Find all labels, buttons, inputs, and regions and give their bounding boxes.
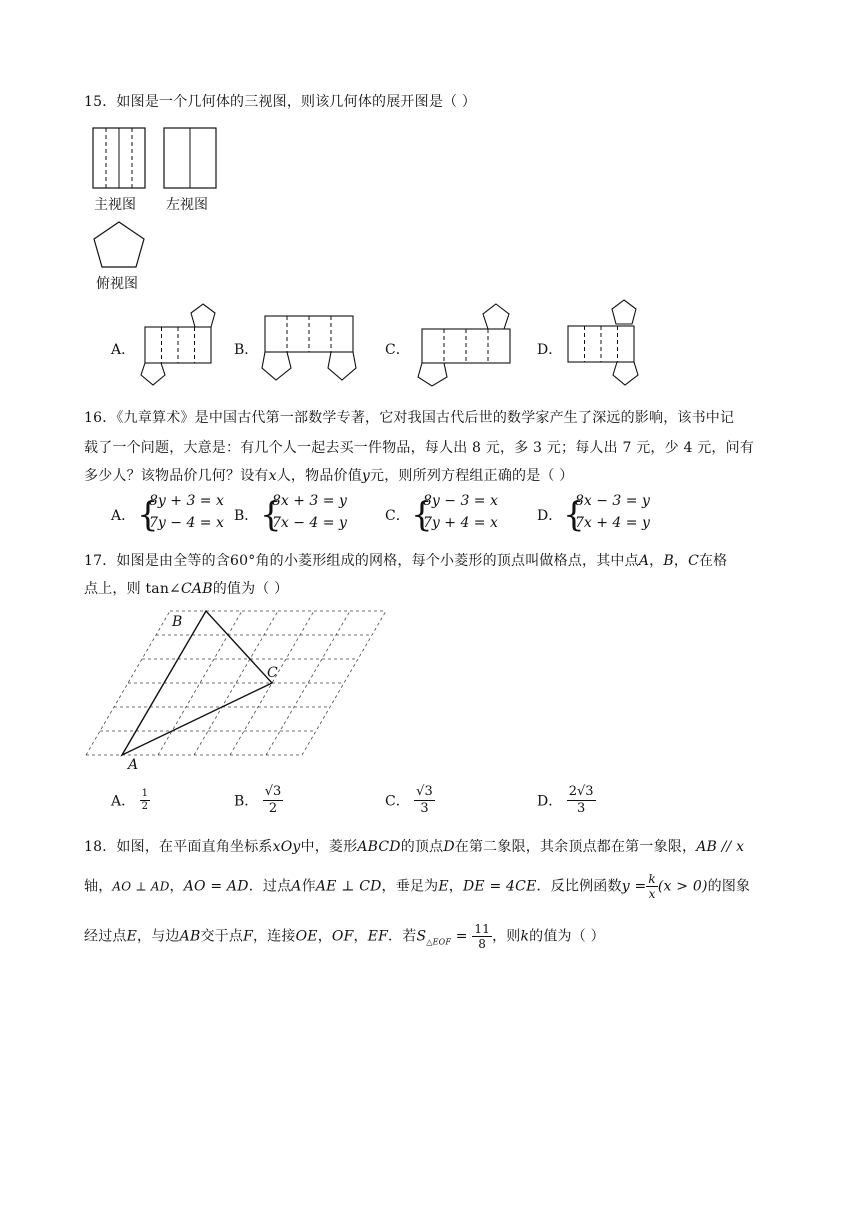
q18-sep-1: ， bbox=[169, 878, 184, 895]
q18-cond-1: AO ⊥ AD bbox=[112, 879, 170, 894]
top-view-caption: 俯视图 bbox=[96, 276, 138, 292]
q17-option-c[interactable] bbox=[385, 784, 435, 817]
q15-option-b-net[interactable] bbox=[260, 310, 360, 396]
q18-ab-parallel-x: AB // x bbox=[696, 839, 745, 855]
q16-option-c-eq2: 7y + 4 = x bbox=[423, 515, 498, 531]
q15-option-d-label: D． bbox=[537, 342, 563, 358]
left-view-caption: 左视图 bbox=[166, 197, 208, 213]
q17-option-b-den: 2 bbox=[268, 801, 278, 816]
q17-option-c-num: √3 bbox=[416, 784, 433, 799]
q17-option-c-den: 3 bbox=[420, 801, 429, 816]
q18-func-lhs: y = bbox=[621, 878, 647, 895]
q15-option-b-label: B． bbox=[234, 342, 259, 358]
q17-angle: 60° bbox=[230, 553, 256, 569]
left-view-figure bbox=[163, 127, 223, 191]
q18-line-2-d: ，垂足为 bbox=[381, 878, 439, 895]
q16-option-d-brace: { bbox=[563, 495, 585, 535]
q16-option-c-eq1: 8y − 3 = x bbox=[423, 493, 498, 509]
q18-line-3: 经过点E，与边AB交于点F，连接OE，OF，EF．若$S_{\triangle EOF}$ = $\frac{11}{8}$ ，则k的值为（ ） bbox=[84, 922, 605, 951]
q16-line-3-a: 多少人？该物品价几何？设有 bbox=[84, 468, 269, 484]
q16-line-3-b: 人，物品价值 bbox=[276, 468, 362, 484]
q18-ef: EF bbox=[367, 928, 389, 945]
q16-option-b-eq2: 7x − 4 = y bbox=[272, 515, 347, 531]
q18-cond-4: DE = 4CE bbox=[462, 878, 537, 895]
q18-line-3-g: 的值为（ ） bbox=[529, 928, 605, 945]
q16-var-y: y bbox=[361, 468, 371, 484]
q18-line-3-f: ，则 bbox=[492, 928, 521, 945]
q17-point-c: C bbox=[688, 553, 699, 569]
q16-option-a-eq2: 7y − 4 = x bbox=[149, 515, 224, 531]
q17-option-a-den: 2 bbox=[141, 801, 148, 812]
q18-line-2-a: 轴， bbox=[84, 878, 113, 895]
q18-d: D bbox=[443, 839, 455, 855]
q18-func-den: x bbox=[648, 887, 656, 901]
q17-option-d[interactable] bbox=[537, 784, 596, 817]
q16-option-d-eq2: 7x + 4 = y bbox=[575, 515, 650, 531]
q18-ab: AB bbox=[179, 928, 201, 945]
q18-line-2-c: 作 bbox=[301, 878, 316, 895]
q17-sep-1: ， bbox=[649, 553, 664, 569]
q16-line-1: 16．《九章算术》是中国古代第一部数学专著，它对我国古代后世的数学家产生了深远的影响，该书中记 bbox=[84, 410, 735, 426]
q16-option-c-label: C． bbox=[385, 508, 410, 524]
q16-option-b-eq1: 8x + 3 = y bbox=[272, 493, 347, 509]
q18-cond-3: AE ⊥ CD bbox=[315, 878, 382, 895]
rhombus-grid-figure bbox=[76, 600, 346, 780]
q17-sep-2: ， bbox=[673, 553, 689, 569]
q17-option-b[interactable] bbox=[234, 784, 283, 817]
q17-point-a: A bbox=[638, 553, 650, 569]
q16-option-b-brace: { bbox=[260, 495, 282, 535]
q18-area-den: 8 bbox=[478, 937, 487, 951]
q18-e-2: E bbox=[126, 928, 138, 945]
q15-option-c-net[interactable] bbox=[414, 302, 514, 388]
q18-cond-2: AO = AD bbox=[183, 878, 249, 895]
q16-line-3 bbox=[84, 463, 796, 489]
q16-line-3-c: 元，则所列方程组正确的是（ ） bbox=[370, 468, 574, 484]
q18-line-3-a: 经过点 bbox=[84, 928, 127, 945]
q17-option-b-label: B． bbox=[234, 793, 259, 810]
q18-line-1-b: 中，菱形 bbox=[300, 839, 358, 855]
q17-option-d-den: 3 bbox=[576, 801, 586, 816]
q17-option-a-num: 1 bbox=[141, 788, 148, 799]
q17-option-a[interactable] bbox=[111, 788, 150, 813]
q18-area-lhs: S bbox=[416, 928, 427, 945]
q16-line-2: 载了一个问题，大意是：有几个人一起去买一件物品，每人出 8 元，多 3 元；每人出 7 元，少 4 元，问有 bbox=[84, 440, 755, 456]
q15-option-d-net[interactable] bbox=[563, 298, 643, 388]
q16-var-x: x bbox=[268, 468, 277, 484]
q18-k: k bbox=[520, 928, 530, 945]
q18-line-2 bbox=[84, 872, 796, 901]
front-view-figure bbox=[92, 127, 152, 191]
grid-point-b-label: B bbox=[172, 614, 183, 630]
q18-line-3-d: ，连接 bbox=[252, 928, 296, 945]
q18-line-2-b: ．过点 bbox=[248, 878, 292, 895]
q17-line-1-c: 在格 bbox=[698, 553, 728, 569]
q18-line-2-f: 的图象 bbox=[707, 878, 751, 895]
q17-option-b-num: √3 bbox=[264, 784, 282, 799]
q17-option-d-num: 2√3 bbox=[568, 784, 594, 799]
q18-f: F bbox=[243, 928, 253, 945]
q15-option-c-label: C． bbox=[385, 342, 410, 358]
q15-text: 15．如图是一个几何体的三视图，则该几何体的展开图是（ ） bbox=[84, 94, 477, 110]
q18-sep-3: ， bbox=[317, 928, 332, 945]
grid-point-c-label: C bbox=[267, 665, 278, 681]
q18-sep-4: ， bbox=[353, 928, 368, 945]
top-view-figure bbox=[92, 220, 152, 274]
q16-option-d-label: D． bbox=[537, 508, 563, 524]
q18-of: OF bbox=[331, 928, 354, 945]
q18-oe: OE bbox=[295, 928, 318, 945]
q16-option-c-brace: { bbox=[411, 495, 433, 535]
q18-a: A bbox=[291, 878, 302, 895]
q18-line-1-a: 18．如图，在平面直角坐标系 bbox=[84, 839, 273, 855]
q17-line-2-b: 的值为（ ） bbox=[212, 581, 289, 597]
q17-option-d-label: D． bbox=[537, 793, 563, 810]
q17-line-1-a: 17．如图是由全等的含 bbox=[84, 553, 231, 569]
q17-line-2-expr: CAB bbox=[180, 581, 213, 597]
q17-option-c-label: C． bbox=[385, 793, 410, 810]
q17-line-1 bbox=[84, 548, 796, 574]
q18-line-1-d: 在第二象限，其余顶点都在第一象限， bbox=[454, 839, 697, 855]
q17-line-1-b: 角的小菱形组成的网格，每个小菱形的顶点叫做格点，其中点 bbox=[255, 553, 639, 569]
q18-abcd: ABCD bbox=[357, 839, 401, 855]
q16-option-d-eq1: 8x − 3 = y bbox=[575, 493, 650, 509]
q18-line-3-e: ．若 bbox=[388, 928, 417, 945]
q18-e: E bbox=[438, 878, 449, 895]
grid-point-a-label: A bbox=[128, 757, 139, 773]
q16-option-b-label: B． bbox=[234, 508, 259, 524]
q18-xoy: xOy bbox=[272, 839, 301, 855]
q18-line-3-b: ，与边 bbox=[137, 928, 180, 945]
q17-line-2 bbox=[84, 576, 796, 602]
q18-line-2-e: ．反比例函数 bbox=[536, 878, 622, 895]
q17-option-a-label: A． bbox=[111, 793, 136, 810]
q18-func-num: k bbox=[648, 872, 656, 886]
q18-func-cond: (x > 0) bbox=[657, 878, 708, 895]
front-view-caption: 主视图 bbox=[94, 197, 136, 213]
q16-option-a-eq1: 8y + 3 = x bbox=[149, 493, 224, 509]
q18-line-3-c: 交于点 bbox=[200, 928, 244, 945]
q17-point-b: B bbox=[663, 553, 674, 569]
q18-area-num: 11 bbox=[474, 922, 491, 936]
q15-option-a-label: A． bbox=[111, 342, 136, 358]
q16-option-a-brace: { bbox=[137, 495, 159, 535]
q18-area-sub: △EOF bbox=[426, 937, 452, 947]
q18-line-1-c: 的顶点 bbox=[400, 839, 444, 855]
q18-sep-2: ， bbox=[448, 878, 463, 895]
q15-option-a-net[interactable] bbox=[137, 302, 217, 388]
q16-option-a-label: A． bbox=[111, 508, 136, 524]
q18-line-1 bbox=[84, 834, 796, 860]
q17-line-2-a: 点上，则 tan∠ bbox=[84, 581, 181, 597]
